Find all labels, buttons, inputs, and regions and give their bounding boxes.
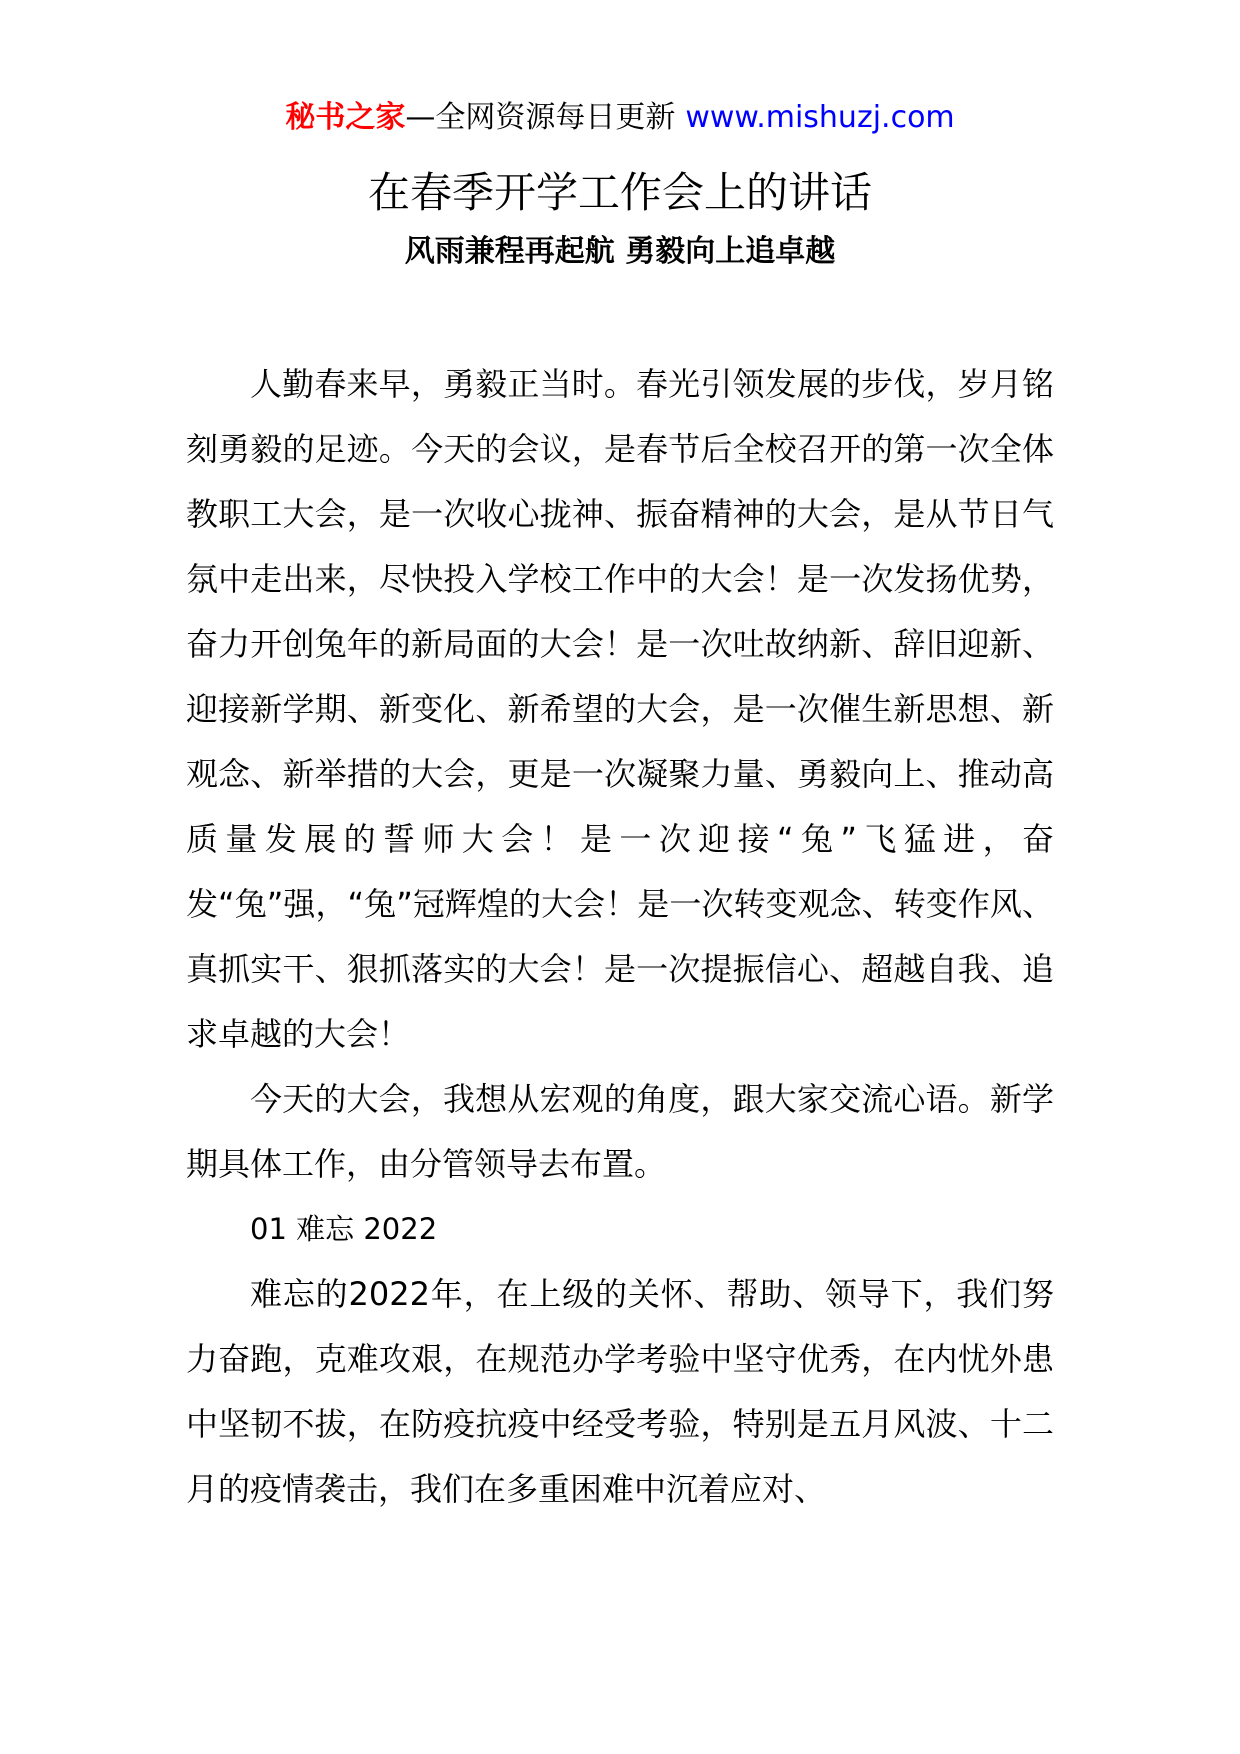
body-paragraph: 人勤春来早，勇毅正当时。春光引领发展的步伐，岁月铭刻勇毅的足迹。今天的会议，是春节后全校召开的第一次全体教职工大会，是一次收心拢神、振奋精神的大会，是从节日气氛中走出来，尽快投入学校工作中的大会！是一次发扬优势，奋力开创兔年的新局面的大会！是一次吐故纳新、辞旧迎新、迎接新学期、新变化、新希望的大会，是一次催生新思想、新观念、新举措的大会，更是一次凝聚力量、勇毅向上、推动高质量发展的誓师大会！是一次迎接“兔”飞猛进，奋发“兔”强，“兔”冠辉煌的大会！是一次转变观念、转变作风、真抓实干、狠抓落实的大会！是一次提振信心、超越自我、追求卓越的大会！ [186, 365, 1054, 1053]
body-paragraph: 今天的大会，我想从宏观的角度，跟大家交流心语。新学期具体工作，由分管领导去布置。 [186, 1080, 1054, 1183]
site-tagline: —全网资源每日更新 [405, 100, 676, 135]
section-heading: 01 难忘 2022 [250, 1212, 438, 1246]
document-body [186, 352, 1054, 1522]
site-url-link[interactable]: www.mishuzj.com [685, 100, 955, 135]
brand-name: 秘书之家 [285, 100, 406, 135]
site-header [0, 98, 1240, 138]
document-subtitle: 风雨兼程再起航 勇毅向上追卓越 [404, 234, 836, 269]
document-title: 在春季开学工作会上的讲话 [367, 168, 872, 217]
body-paragraph: 难忘的2022年，在上级的关怀、帮助、领导下，我们努力奋跑，克难攻艰，在规范办学考验中坚守优秀，在内忧外患中坚韧不拔，在防疫抗疫中经受考验，特别是五月风波、十二月的疫情袭击，我们在多重困难中沉着应对、 [186, 1275, 1054, 1508]
